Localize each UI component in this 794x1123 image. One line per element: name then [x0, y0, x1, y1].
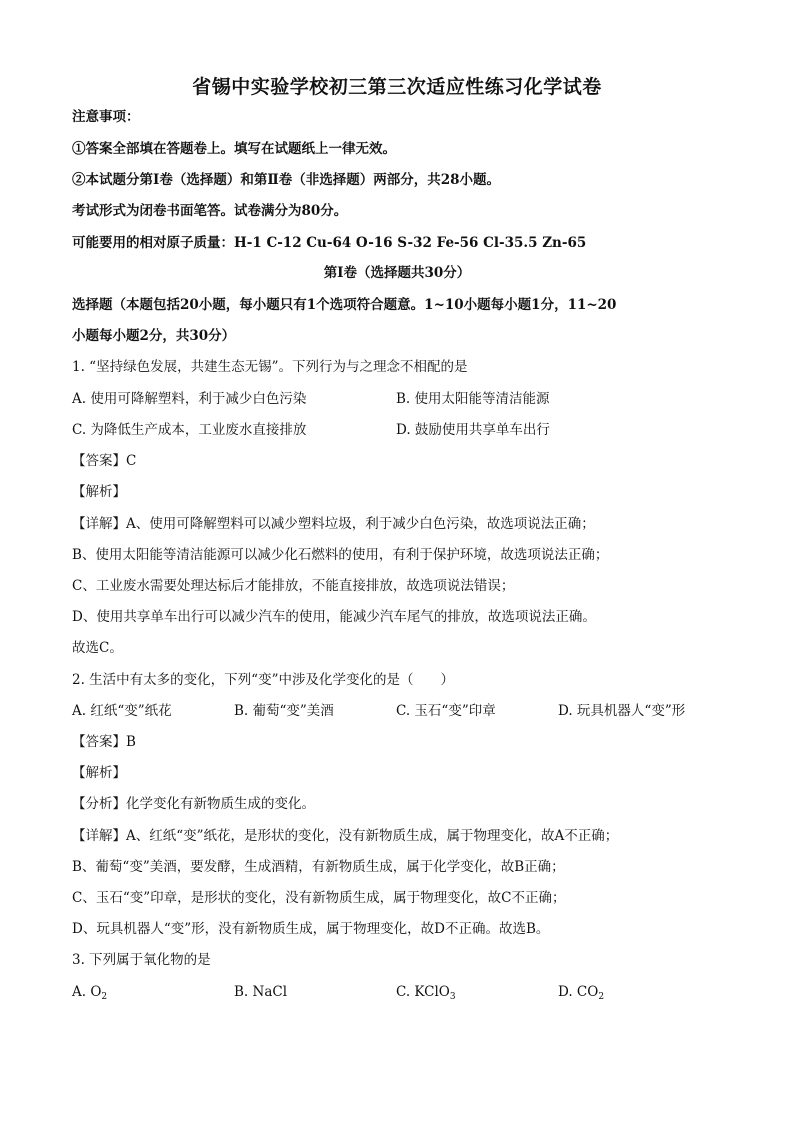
question-3-option-c-subscript: 3 — [449, 992, 456, 1002]
question-1-detail-3: C、工业废水需要处理达标后才能排放，不能直接排放，故选项说法错误； — [72, 578, 515, 594]
exam-title: 省锡中实验学校初三第三次适应性练习化学试卷 — [192, 76, 602, 98]
question-2-option-a: A. 红纸“变”纸花 — [72, 703, 172, 719]
question-2-option-b: B. 葡萄“变”美酒 — [234, 703, 334, 719]
section-instruction-1: 选择题（本题包括20小题，每小题只有1个选项符合题意。1~10小题每小题1分，11~20 — [72, 297, 617, 313]
question-3-option-d-text: D. CO — [558, 984, 599, 1000]
question-2-stem: 2. 生活中有太多的变化，下列“变”中涉及化学变化的是（ ） — [72, 672, 454, 688]
question-1-answer: 【答案】C — [72, 453, 137, 469]
notice-line-1: ①答案全部填在答题卷上。填写在试题纸上一律无效。 — [72, 141, 396, 157]
section-title: 第Ⅰ卷（选择题共30分） — [323, 265, 471, 281]
question-3-stem: 3. 下列属于氧化物的是 — [72, 952, 211, 968]
question-2-option-d: D. 玩具机器人“变”形 — [558, 703, 686, 719]
notice-line-2: ②本试题分第Ⅰ卷（选择题）和第Ⅱ卷（非选择题）两部分，共28小题。 — [72, 172, 500, 188]
question-2-detail-1: 【详解】A、红纸“变”纸花，是形状的变化，没有新物质生成，属于物理变化，故A不正确； — [72, 828, 619, 844]
question-2-detail-3: C、玉石“变”印章，是形状的变化，没有新物质生成，属于物理变化，故C不正确； — [72, 890, 566, 906]
question-1-stem: 1. “坚持绿色发展，共建生态无锡”。下列行为与之理念不相配的是 — [72, 359, 468, 375]
question-2-analysis-label: 【解析】 — [72, 765, 126, 781]
question-2-answer: 【答案】B — [72, 734, 136, 750]
question-1-detail-1: 【详解】A、使用可降解塑料可以减少塑料垃圾，利于减少白色污染，故选项说法正确； — [72, 516, 595, 532]
question-2-option-c: C. 玉石“变”印章 — [396, 703, 496, 719]
question-3-option-c-text: C. KClO — [396, 984, 450, 1000]
question-1-option-b: B. 使用太阳能等清洁能源 — [396, 391, 550, 407]
question-1-conclusion: 故选C。 — [72, 640, 123, 656]
question-3-option-a-subscript: 2 — [101, 992, 108, 1002]
notice-heading: 注意事项： — [72, 109, 140, 125]
question-2-detail-4: D、玩具机器人“变”形，没有新物质生成，属于物理变化，故D不正确。故选B。 — [72, 921, 550, 937]
question-1-analysis-label: 【解析】 — [72, 484, 126, 500]
question-1-detail-2: B、使用太阳能等清洁能源可以减少化石燃料的使用，有利于保护环境，故选项说法正确； — [72, 547, 609, 563]
question-2-detail-2: B、葡萄“变”美酒，要发酵，生成酒精，有新物质生成，属于化学变化，故B正确； — [72, 859, 565, 875]
question-3-option-a — [72, 983, 107, 1006]
question-1-option-a: A. 使用可降解塑料，利于减少白色污染 — [72, 391, 307, 407]
question-3-option-c — [396, 983, 456, 1006]
question-3-option-a-text: A. O — [72, 984, 102, 1000]
notice-line-4: 可能要用的相对原子质量：H-1 C-12 Cu-64 O-16 S-32 Fe-56 Cl-35.5 Zn-65 — [72, 235, 587, 251]
question-1-option-d: D. 鼓励使用共享单车出行 — [396, 422, 550, 438]
question-3-option-d-subscript: 2 — [598, 992, 605, 1002]
question-1-option-c: C. 为降低生产成本，工业废水直接排放 — [72, 422, 307, 438]
notice-line-3: 考试形式为闭卷书面笔答。试卷满分为80分。 — [72, 203, 348, 219]
section-instruction-2: 小题每小题2分，共30分） — [72, 328, 236, 344]
question-2-fenxi: 【分析】化学变化有新物质生成的变化。 — [72, 796, 315, 812]
question-3-option-b: B. NaCl — [234, 984, 288, 1000]
question-1-detail-4: D、使用共享单车出行可以减少汽车的使用，能减少汽车尾气的排放，故选项说法正确。 — [72, 609, 596, 625]
question-3-option-d — [558, 983, 604, 1006]
